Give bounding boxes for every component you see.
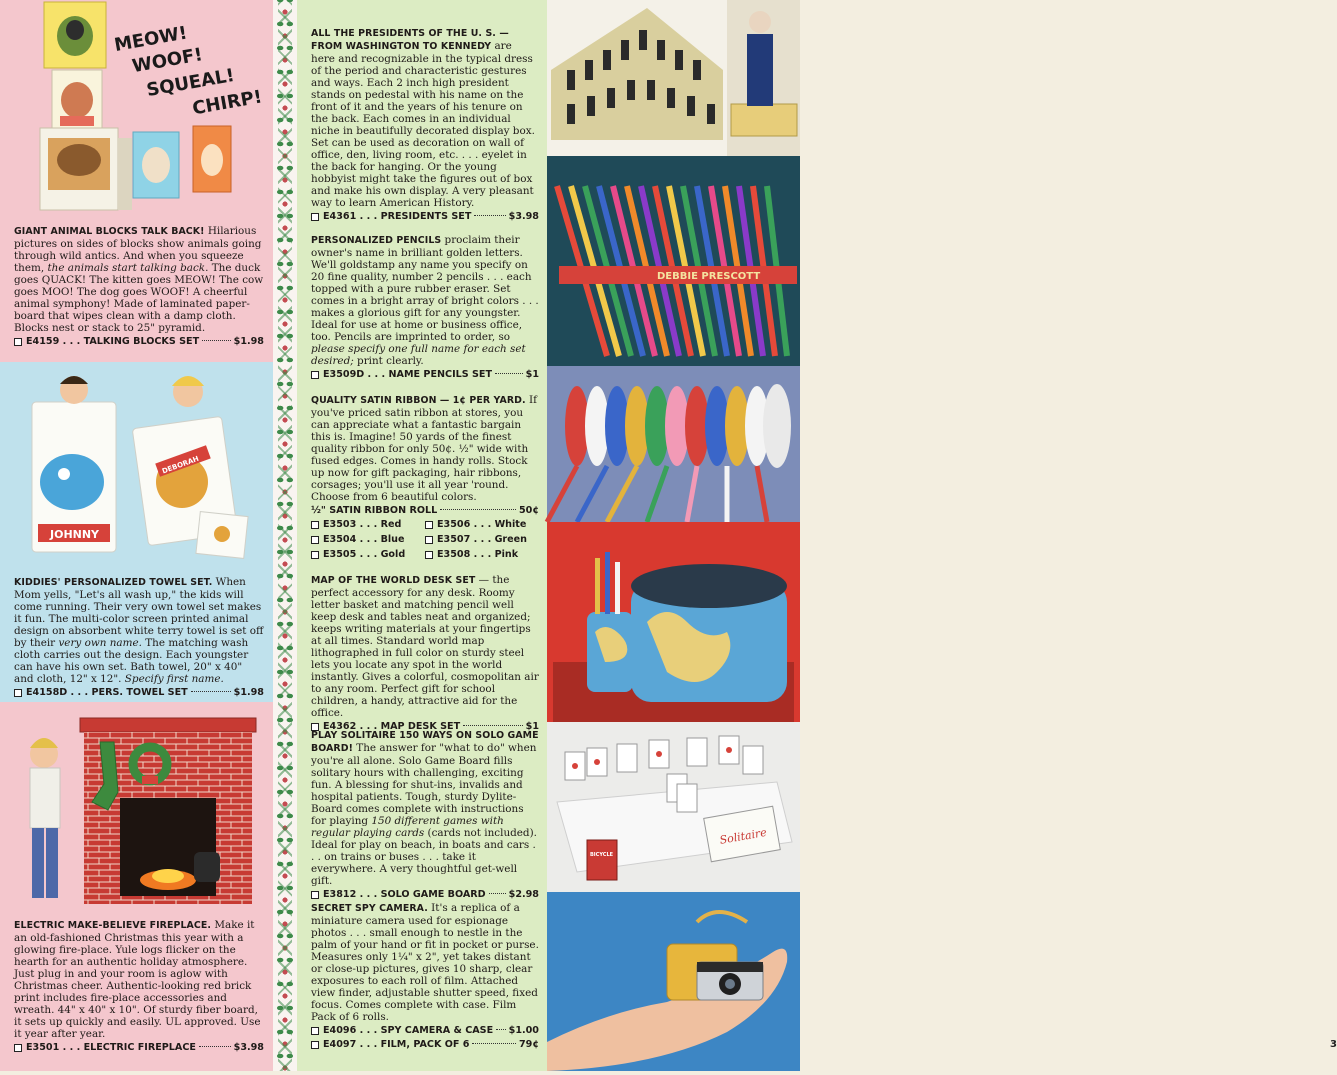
order-code: E3509D — [323, 369, 365, 380]
fireplace-order-line[interactable]: E3501 . . . ELECTRIC FIREPLACE $3.98 — [14, 1042, 264, 1054]
option-color: Gold — [380, 549, 406, 560]
talking-blocks-section — [0, 0, 273, 362]
order-label: TALKING BLOCKS SET — [83, 336, 200, 347]
holly-border-divider — [273, 0, 297, 1071]
towel-section — [0, 362, 273, 702]
order-code: E4362 — [323, 721, 357, 732]
solitaire-body-2: (cards not included). Ideal for play on beach, in boats and cars . . . on trains or buses . . . take it everywhere. A very thoughtful get-well gift. — [311, 827, 537, 887]
fireplace-section — [0, 702, 273, 1071]
spy-camera-body: It's a replica of a miniature camera used for espionage photos . . . small enough to nestle in the palm of your hand or fit in pocket or purse. Measures only 1¼" x 2", yet takes distant or close-up pictures, gives 10 sharp, clear exposures to each roll of film. Attached view finder, adjustable shutter speed, fixed focus. Comes complete with case. Film Pack of 6 rolls. — [311, 902, 539, 1023]
pencils-photo — [547, 156, 800, 366]
towel-heading: KIDDIES' PERSONALIZED TOWEL SET. — [14, 577, 213, 588]
page-number: 3 — [1330, 1039, 1337, 1050]
callout-woof: WOOF! — [130, 44, 205, 78]
towel-body-2: The matching wash cloth carries out the design. Each youngster can have his own set. Bath towel, 20" x 40" and cloth, 12" x 12". — [14, 637, 249, 685]
map-heading: MAP OF THE WORLD DESK SET — [311, 575, 476, 586]
solitaire-order-line[interactable]: E3812 . . . SOLO GAME BOARD $2.98 — [311, 889, 539, 901]
spy-camera-photo — [547, 892, 800, 1071]
ribbon-option-pink[interactable]: E3508 . . . Pink — [425, 549, 539, 561]
fireplace-description — [14, 919, 264, 1054]
presidents-photo — [547, 0, 800, 156]
map-description — [311, 574, 539, 733]
order-label: PRESIDENTS SET — [380, 211, 472, 222]
towel-order-line[interactable]: E4158D . . . PERS. TOWEL SET $1.98 — [14, 687, 264, 699]
option-color: Pink — [494, 549, 519, 560]
order-checkbox[interactable] — [14, 689, 22, 697]
film-pack-order-line[interactable]: E4097 . . . FILM, PACK OF 6 79¢ — [311, 1039, 539, 1051]
towel-body-italic-2: Specify first name. — [124, 673, 224, 685]
talking-blocks-body-italic: the animals start talking back. — [47, 262, 209, 274]
order-code: E4096 — [323, 1025, 357, 1036]
option-code: E3505 — [323, 549, 357, 560]
option-code: E3504 — [323, 534, 357, 545]
order-price: $1 — [525, 369, 539, 380]
order-checkbox[interactable] — [311, 536, 319, 544]
order-label: PERS. TOWEL SET — [91, 687, 188, 698]
talking-blocks-photo — [0, 0, 273, 222]
order-price: 79¢ — [518, 1039, 539, 1050]
ribbon-roll-price: 50¢ — [518, 505, 539, 516]
order-price: $1.98 — [233, 687, 264, 698]
dot-leader — [495, 373, 523, 374]
dot-leader — [474, 215, 505, 216]
towel-body-italic: very own name. — [58, 637, 142, 649]
pencils-body-1: proclaim their owner's name in brilliant golden letters. We'll goldstamp any name you specify on 20 fine quality, number 2 pencils . . . each topped with a pure rubber eraser. Set comes in a bright array of bright colors . . . makes a glorious gift for any youngster. Ideal for use at home or business office, too. Pencils are imprinted to order, so — [311, 234, 539, 343]
dot-leader — [472, 1043, 516, 1044]
dot-leader — [489, 893, 506, 894]
right-column — [547, 0, 1337, 1071]
order-checkbox[interactable] — [311, 891, 319, 899]
option-color: Green — [494, 534, 528, 545]
fireplace-body: Make it an old-fashioned Christmas this year with a glowing fire-place. Yule logs flicker on the hearth for an authentic holiday atmosphere. Just plug in and your room is aglow with Christmas cheer. Authentic-looking red brick print includes fire-place accessories and wreath. 44" x 40" x 10". Of sturdy fiber board, it sets up quickly and easily. UL approved. Use it year after year. — [14, 919, 261, 1040]
solitaire-heading: PLAY SOLITAIRE 150 WAYS ON SOLO GAME BOARD! — [311, 730, 539, 754]
ribbon-photo — [547, 366, 800, 522]
dot-leader — [463, 725, 523, 726]
option-code: E3506 — [437, 519, 471, 530]
ribbon-roll-label: ½" SATIN RIBBON ROLL — [311, 505, 438, 516]
pencil-imprint-name: DEBBIE PRESCOTT — [657, 271, 761, 282]
order-label: FILM, PACK OF 6 — [380, 1039, 470, 1050]
order-price: $1.98 — [233, 336, 264, 347]
callout-squeal: SQUEAL! — [145, 64, 237, 102]
spy-camera-description — [311, 902, 539, 1051]
option-color: Red — [380, 519, 402, 530]
presidents-heading: ALL THE PRESIDENTS OF THE U. S. — FROM WASHINGTON TO KENNEDY — [311, 28, 509, 52]
order-checkbox[interactable] — [425, 551, 433, 559]
middle-column — [297, 0, 547, 1071]
order-checkbox[interactable] — [14, 1044, 22, 1052]
order-checkbox[interactable] — [311, 1041, 319, 1049]
option-code: E3507 — [437, 534, 471, 545]
solitaire-body-italic: 150 different games with regular playing cards — [311, 815, 504, 839]
order-label: NAME PENCILS SET — [388, 369, 493, 380]
talking-blocks-description — [14, 225, 264, 348]
order-label: SOLO GAME BOARD — [380, 889, 486, 900]
order-code: E4159 — [26, 336, 60, 347]
spy-camera-order-line[interactable]: E4096 . . . SPY CAMERA & CASE $1.00 — [311, 1025, 539, 1037]
talking-blocks-order-line[interactable]: E4159 . . . TALKING BLOCKS SET $1.98 — [14, 336, 264, 348]
callout-chirp: CHIRP! — [190, 86, 264, 120]
presidents-description — [311, 27, 539, 223]
ribbon-description — [311, 394, 539, 561]
order-checkbox[interactable] — [311, 1027, 319, 1035]
presidents-order-line[interactable]: E4361 . . . PRESIDENTS SET $3.98 — [311, 211, 539, 223]
map-order-line[interactable]: E4362 . . . MAP DESK SET $1 — [311, 721, 539, 733]
ribbon-option-red[interactable]: E3503 . . . Red — [311, 519, 425, 531]
dot-leader — [191, 691, 231, 692]
order-code: E3812 — [323, 889, 357, 900]
ribbon-option-blue[interactable]: E3504 . . . Blue — [311, 534, 425, 546]
order-checkbox[interactable] — [425, 536, 433, 544]
dot-leader — [440, 509, 516, 510]
option-color: White — [494, 519, 527, 530]
order-checkbox[interactable] — [311, 551, 319, 559]
ribbon-body: If you've priced satin ribbon at stores, you can appreciate what a fantastic bargain this is. Imagine! 50 yards of the finest quality ribbon for only 50¢. ½" wide with fused edges. Comes in handy rolls. Stock up now for gift packaging, hair ribbons, corsages; you'll use it all year 'round. Choose from 6 beautiful colors. — [311, 394, 537, 503]
left-column — [0, 0, 273, 1071]
order-price: $3.98 — [508, 211, 539, 222]
dot-leader — [496, 1029, 505, 1030]
option-code: E3503 — [323, 519, 357, 530]
ribbon-heading: QUALITY SATIN RIBBON — 1¢ PER YARD. — [311, 395, 526, 406]
order-price: $2.98 — [508, 889, 539, 900]
fireplace-heading: ELECTRIC MAKE-BELIEVE FIREPLACE. — [14, 920, 212, 931]
order-checkbox[interactable] — [311, 371, 319, 379]
towel-name-johnny: JOHNNY — [50, 528, 100, 541]
solitaire-box-label: Solitaire — [718, 825, 768, 847]
pencils-heading: PERSONALIZED PENCILS — [311, 235, 442, 246]
map-desk-set-photo — [547, 522, 800, 722]
order-price: $1 — [525, 721, 539, 732]
pencils-description — [311, 234, 539, 381]
ribbon-option-gold[interactable]: E3505 . . . Gold — [311, 549, 425, 561]
order-label: MAP DESK SET — [380, 721, 461, 732]
callout-meow: MEOW! — [112, 22, 189, 56]
dot-leader — [199, 1046, 231, 1047]
order-label: SPY CAMERA & CASE — [380, 1025, 494, 1036]
towel-body-1: When Mom yells, "Let's all wash up," the kids will come running. Their very own towel set makes it fun. The multi-color screen printed animal design on absorbent white terry towel is set off by their — [14, 576, 264, 649]
order-code: E3501 — [26, 1042, 60, 1053]
pencils-body-italic: please specify one full name for each set desired; — [311, 343, 526, 367]
order-code: E4158D — [26, 687, 68, 698]
option-color: Blue — [380, 534, 405, 545]
pencils-body-2: print clearly. — [353, 355, 424, 367]
towel-photo — [0, 362, 273, 574]
talking-blocks-heading: GIANT ANIMAL BLOCKS TALK BACK! — [14, 226, 205, 237]
order-checkbox[interactable] — [311, 521, 319, 529]
order-checkbox[interactable] — [311, 213, 319, 221]
solitaire-board-photo — [547, 722, 800, 892]
order-checkbox[interactable] — [425, 521, 433, 529]
spy-camera-heading: SECRET SPY CAMERA. — [311, 903, 428, 914]
fireplace-photo — [0, 702, 273, 916]
card-box-brand: BICYCLE — [590, 852, 614, 858]
ribbon-option-white[interactable]: E3506 . . . White — [425, 519, 539, 531]
solitaire-description — [311, 729, 539, 901]
order-code: E4361 — [323, 211, 357, 222]
towel-name-deborah: DEBORAH — [161, 454, 201, 476]
ribbon-options-grid — [311, 517, 539, 561]
pencils-order-line[interactable]: E3509D . . . NAME PENCILS SET $1 — [311, 369, 539, 381]
map-body: — the perfect accessory for any desk. Roomy letter basket and matching pencil well keep desk and tables neat and organized; keeps writing materials at your fingertips at all times. Standard world map lithographed in full color on sturdy steel lets you locate any spot in the world instantly. Gives a colorful, cosmopolitan air to any room. Perfect gift for school children, a handy, attractive aid for the office. — [311, 574, 539, 719]
order-label: ELECTRIC FIREPLACE — [83, 1042, 196, 1053]
talking-blocks-body-1: Hilarious pictures on sides of blocks show animals going through wild antics. And when you squeeze them, — [14, 225, 262, 274]
presidents-body: are here and recognizable in the typical dress of the period and characteristic gestures and ways. Each 2 inch high president stands on pedestal with his name on the front of it and the years of his tenure on the back. Each comes in an individual niche in beautifully decorated display box. Set can be used as decoration on wall of office, den, living room, etc. . . . eyelet in the back for hanging. Or the young hobbyist might take the figures out of box and make his own display. A very pleasant way to learn American History. — [311, 40, 535, 209]
solitaire-body-1: The answer for "what to do" when you're all alone. Solo Game Board fills solitary hours with challenging, exciting fun. A blessing for shut-ins, invalids and hospital patients. Tough, sturdy Dylite-Board comes complete with instructions for playing — [311, 742, 537, 827]
order-checkbox[interactable] — [14, 338, 22, 346]
order-code: E4097 — [323, 1039, 357, 1050]
talking-blocks-body-2: The duck goes QUACK! The kitten goes MEOW! The cow goes MOO! The dog goes WOOF! A cheerful animal symphony! Made of laminated paper-board that wipes clean with a damp cloth. Blocks nest or stack to 25" pyramid. — [14, 262, 264, 334]
order-price: $3.98 — [233, 1042, 264, 1053]
dot-leader — [202, 340, 231, 341]
option-code: E3508 — [437, 549, 471, 560]
ribbon-option-green[interactable]: E3507 . . . Green — [425, 534, 539, 546]
towel-description — [14, 576, 264, 699]
ribbon-roll-line — [311, 505, 539, 517]
order-price: $1.00 — [508, 1025, 539, 1036]
